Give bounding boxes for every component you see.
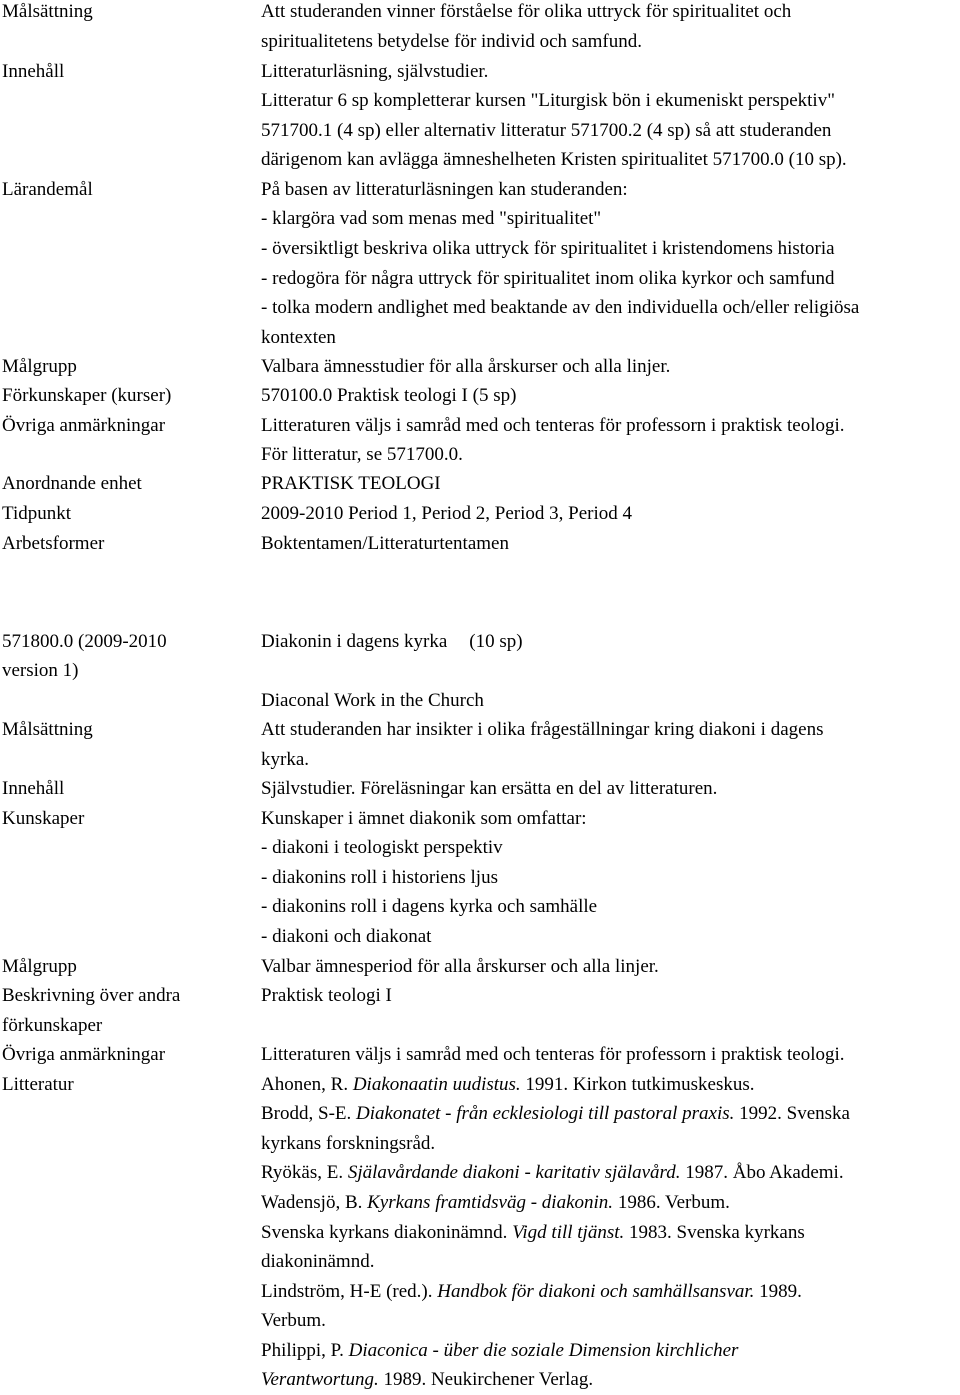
kunskaper-line-4: - diakonins roll i dagens kyrka och samhälle	[261, 896, 598, 917]
innehall-line-3: 571700.1 (4 sp) eller alternativ litteratur 571700.2 (4 sp) så att studeranden	[261, 120, 832, 141]
course-title-row	[261, 627, 523, 657]
innehall-line-1: Litteraturläsning, självstudier.	[261, 61, 489, 82]
litteratur-ref-6-cont: Verbum.	[261, 1310, 326, 1331]
litteratur-ref-2: Brodd, S-E. Diakonatet - från ecklesiologi till pastoral praxis. 1992. Svenska	[261, 1103, 850, 1124]
ovriga2-text: Litteraturen väljs i samråd med och tenteras för professorn i praktisk teologi.	[261, 1044, 845, 1065]
litteratur-ref-2-cont: kyrkans forskningsråd.	[261, 1133, 436, 1154]
label-arbetsformer: Arbetsformer	[2, 533, 105, 554]
litteratur-ref-5: Svenska kyrkans diakoninämnd. Vigd till tjänst. 1983. Svenska kyrkans	[261, 1222, 805, 1243]
label-ovriga: Övriga anmärkningar	[2, 415, 166, 436]
litteratur-ref-3: Ryökäs, E. Själavårdande diakoni - karitativ själavård. 1987. Åbo Akademi.	[261, 1162, 844, 1183]
course-english-title: Diaconal Work in the Church	[261, 690, 484, 711]
larandemal-line-5: - tolka modern andlighet med beaktande av den individuella och/eller religiösa	[261, 297, 860, 318]
kunskaper-line-3: - diakonins roll i historiens ljus	[261, 867, 498, 888]
course-code-line-2: version 1)	[2, 660, 79, 681]
course-title: Diakonin i dagens kyrka	[261, 631, 448, 652]
litteratur-ref-4: Wadensjö, B. Kyrkans framtidsväg - diakonin. 1986. Verbum.	[261, 1192, 730, 1213]
beskrivning-text: Praktisk teologi I	[261, 985, 392, 1006]
arbetsformer-text: Boktentamen/Litteraturtentamen	[261, 533, 509, 554]
larandemal-line-2: - klargöra vad som menas med "spiritualitet"	[261, 208, 602, 229]
litteratur-ref-7-cont: Verantwortung. 1989. Neukirchener Verlag.	[261, 1369, 594, 1390]
label-forkunskaper: Förkunskaper (kurser)	[2, 385, 172, 406]
malgrupp2-text: Valbar ämnesperiod för alla årskurser och alla linjer.	[261, 956, 659, 977]
tidpunkt-text: 2009-2010 Period 1, Period 2, Period 3, Period 4	[261, 503, 633, 524]
litteratur-ref-7: Philippi, P. Diaconica - über die soziale Dimension kirchlicher	[261, 1340, 739, 1361]
larandemal-line-1: På basen av litteraturläsningen kan studeranden:	[261, 179, 628, 200]
anordnande-text: PRAKTISK TEOLOGI	[261, 473, 441, 494]
label-litteratur: Litteratur	[2, 1074, 74, 1095]
label-innehall-2: Innehåll	[2, 778, 65, 799]
larandemal-line-3: - översiktligt beskriva olika uttryck för spiritualitet i kristendomens historia	[261, 238, 835, 259]
kunskaper-line-1: Kunskaper i ämnet diakonik som omfattar:	[261, 808, 587, 829]
malsattning-line-2: spiritualitetens betydelse för individ och samfund.	[261, 31, 642, 52]
label-innehall: Innehåll	[2, 61, 65, 82]
kunskaper-line-5: - diakoni och diakonat	[261, 926, 432, 947]
label-ovriga-2: Övriga anmärkningar	[2, 1044, 166, 1065]
label-beskrivning-line-1: Beskrivning över andra	[2, 985, 181, 1006]
innehall2-text: Självstudier. Föreläsningar kan ersätta en del av litteraturen.	[261, 778, 718, 799]
label-anordnande: Anordnande enhet	[2, 473, 142, 494]
litteratur-ref-1: Ahonen, R. Diakonaatin uudistus. 1991. Kirkon tutkimuskeskus.	[261, 1074, 755, 1095]
label-larandemal: Lärandemål	[2, 179, 93, 200]
kunskaper-line-2: - diakoni i teologiskt perspektiv	[261, 837, 503, 858]
malsattning2-line-1: Att studeranden har insikter i olika frågeställningar kring diakoni i dagens	[261, 719, 824, 740]
litteratur-ref-5-cont: diakoninämnd.	[261, 1251, 375, 1272]
innehall-line-4: därigenom kan avlägga ämneshelheten Kristen spiritualitet 571700.0 (10 sp).	[261, 149, 847, 170]
forkunskaper-text: 570100.0 Praktisk teologi I (5 sp)	[261, 385, 517, 406]
innehall-line-2: Litteratur 6 sp kompletterar kursen "Liturgisk bön i ekumeniskt perspektiv"	[261, 90, 835, 111]
malsattning2-line-2: kyrka.	[261, 749, 310, 770]
malgrupp-text: Valbara ämnesstudier för alla årskurser och alla linjer.	[261, 356, 671, 377]
course-code-line-1: 571800.0 (2009-2010	[2, 631, 167, 652]
course-credits: (10 sp)	[469, 631, 523, 652]
larandemal-line-6: kontexten	[261, 327, 336, 348]
label-malsattning-2: Målsättning	[2, 719, 93, 740]
label-malgrupp: Målgrupp	[2, 356, 77, 377]
ovriga-line-1: Litteraturen väljs i samråd med och tenteras för professorn i praktisk teologi.	[261, 415, 845, 436]
litteratur-ref-6: Lindström, H-E (red.). Handbok för diakoni och samhällsansvar. 1989.	[261, 1281, 802, 1302]
ovriga-line-2: För litteratur, se 571700.0.	[261, 444, 463, 465]
label-kunskaper: Kunskaper	[2, 808, 85, 829]
label-tidpunkt: Tidpunkt	[2, 503, 71, 524]
label-beskrivning-line-2: förkunskaper	[2, 1015, 103, 1036]
label-malgrupp-2: Målgrupp	[2, 956, 77, 977]
malsattning-line-1: Att studeranden vinner förståelse för olika uttryck för spiritualitet och	[261, 1, 792, 22]
larandemal-line-4: - redogöra för några uttryck för spiritualitet inom olika kyrkor och samfund	[261, 268, 835, 289]
label-malsattning: Målsättning	[2, 1, 93, 22]
